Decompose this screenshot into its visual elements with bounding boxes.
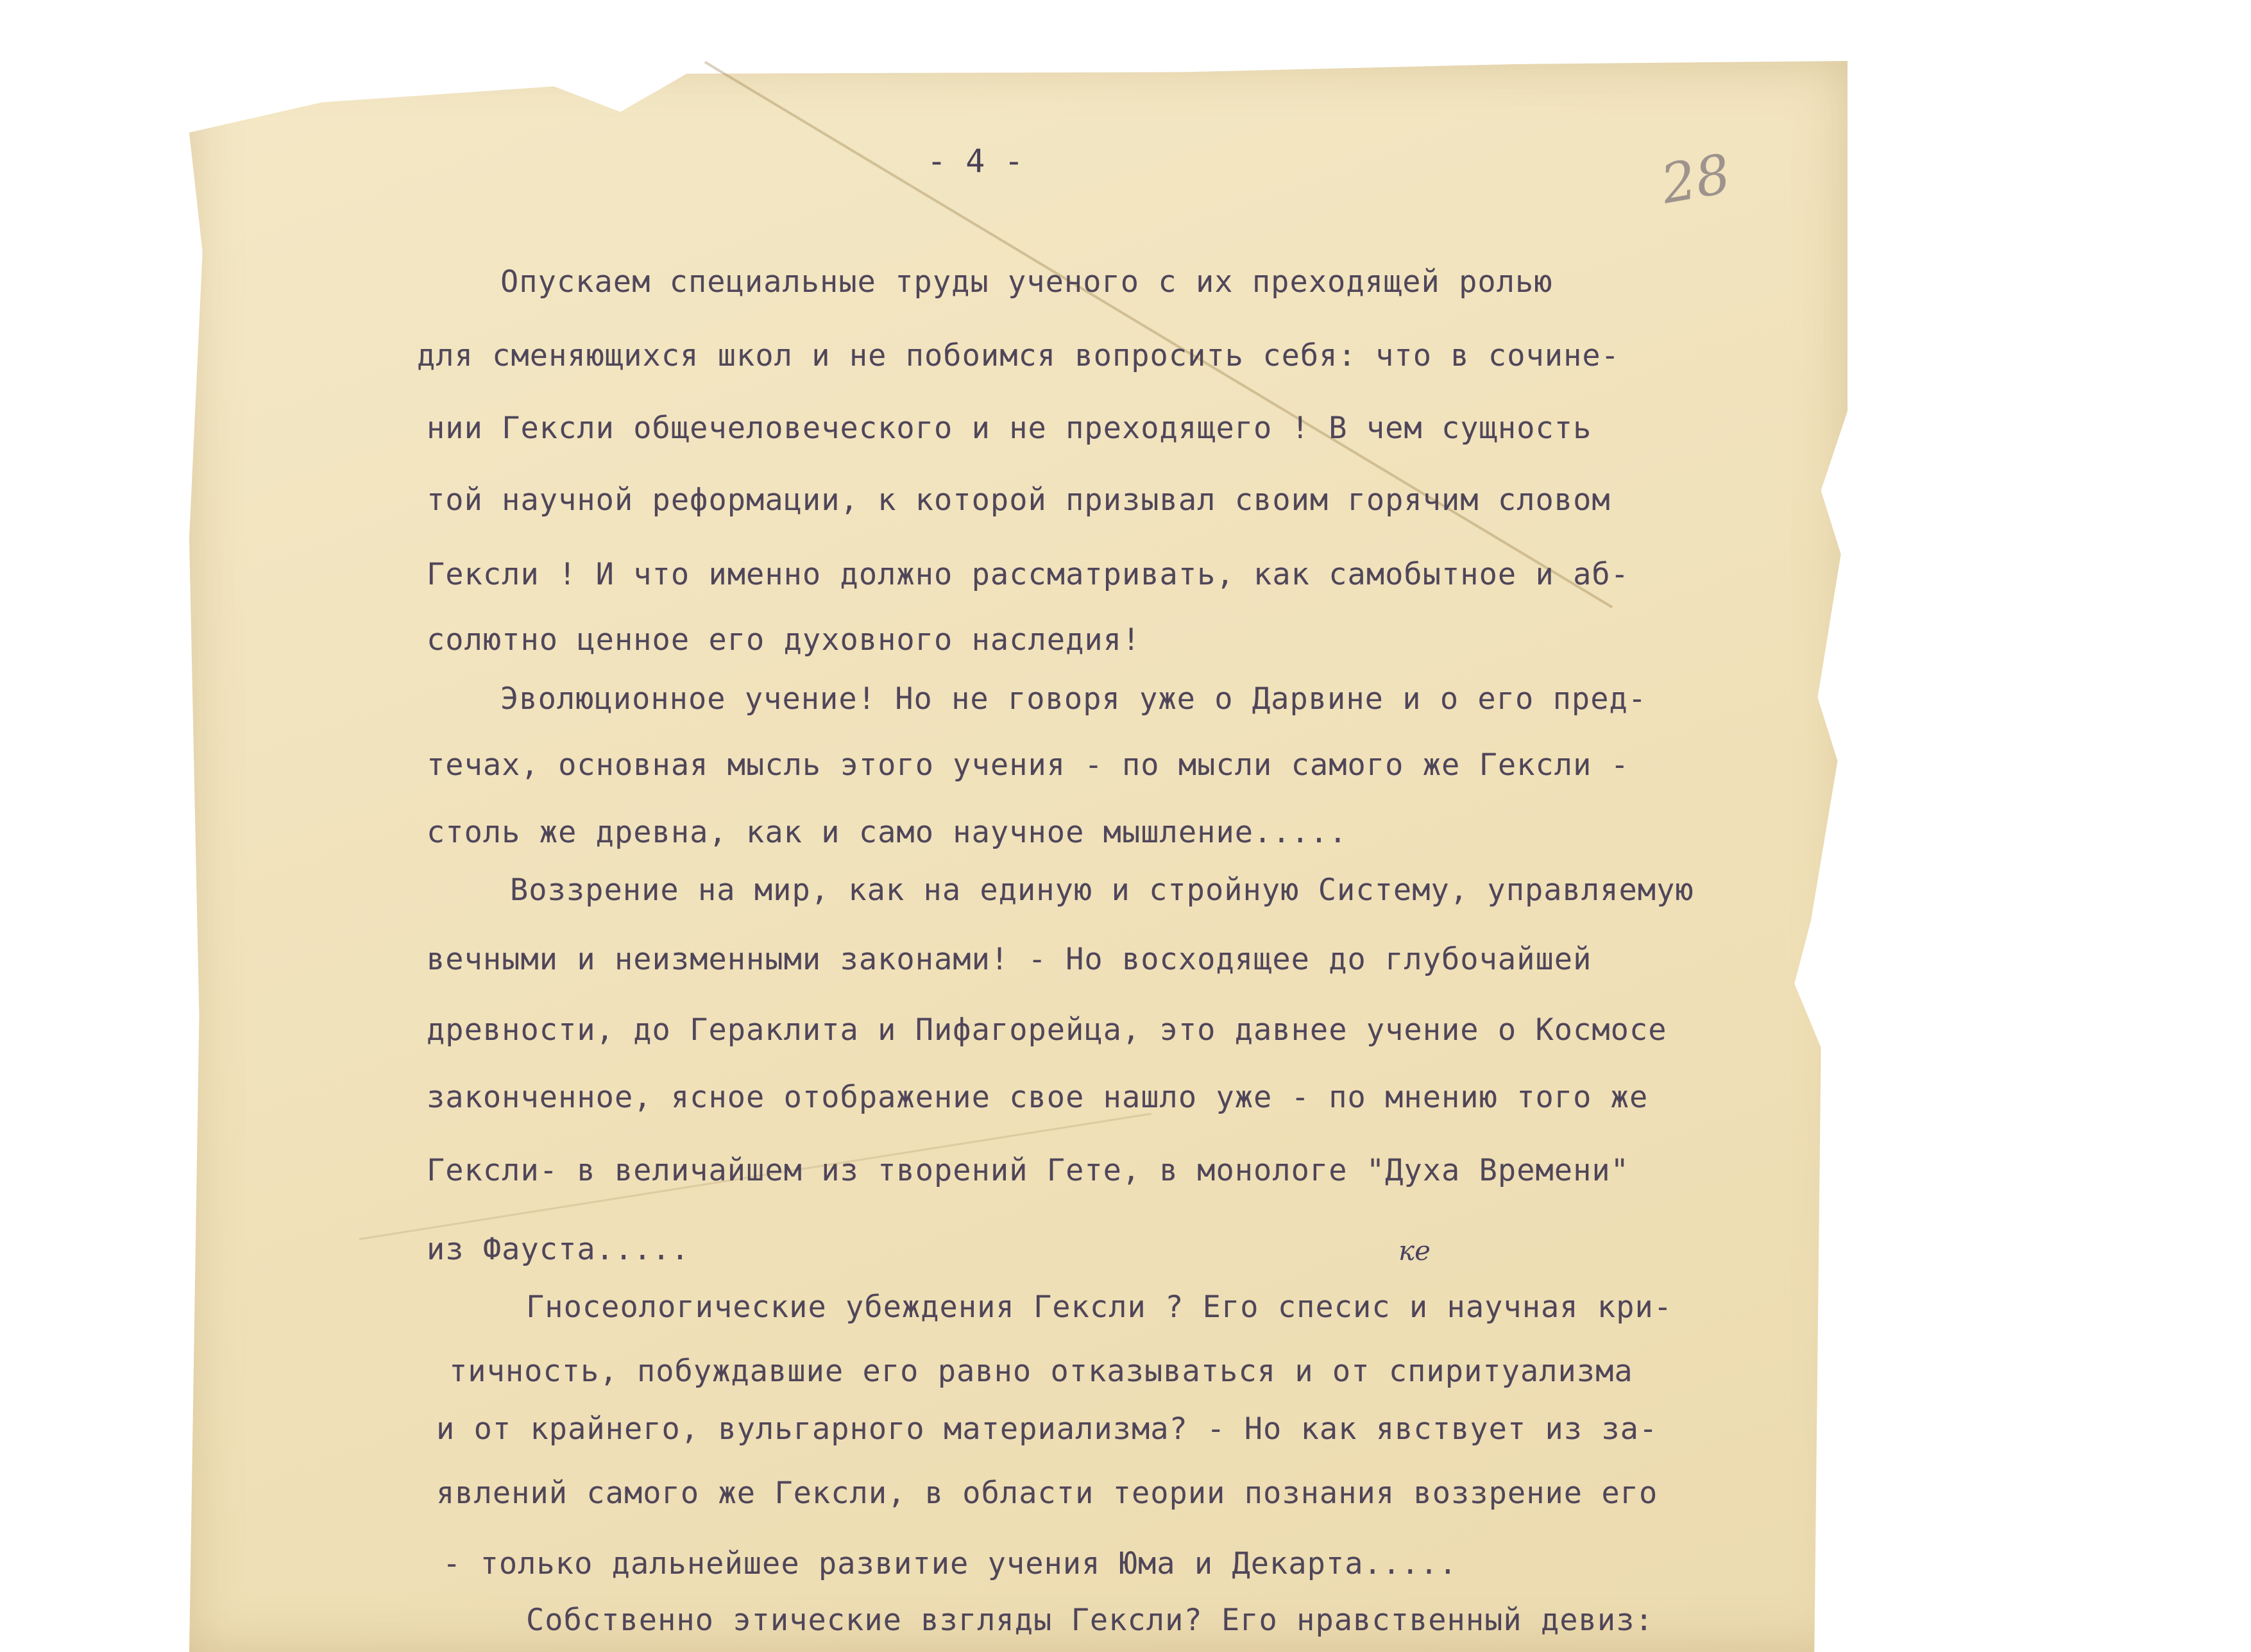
page-number: - 4 - <box>927 142 1024 180</box>
text-line: - только дальнейшее развитие учения Юма и Декарта..... <box>443 1546 1458 1581</box>
text-line: Гексли ! И что именно должно рассматривать, как самобытное и аб- <box>427 557 1629 592</box>
text-line: законченное, ясное отображение свое нашло уже - по мнению того же <box>427 1080 1649 1115</box>
text-line: явлений самого же Гексли, в области теории познания воззрение его <box>436 1476 1658 1511</box>
handwritten-folio-number: 28 <box>1656 142 1735 216</box>
text-line: Гексли- в величайшем из творений Гете, в монологе "Духа Времени" <box>427 1153 1629 1188</box>
text-line: и от крайнего, вульгарного материализма? - Но как явствует из за- <box>436 1411 1658 1447</box>
text-line: вечными и неизменными законами! - Но восходящее до глубочайшей <box>427 942 1592 977</box>
handwritten-correction: ке <box>1398 1235 1431 1266</box>
text-line: течах, основная мысль этого учения - по мысли самого же Гексли - <box>427 747 1629 783</box>
text-line: той научной реформации, к которой призывал своим горячим словом <box>427 482 1611 518</box>
text-line: для сменяющихся школ и не побоимся вопросить себя: что в сочине- <box>417 338 1620 373</box>
text-line: Гносеологические убеждения Гексли ? Его спесис и научная кри- <box>526 1290 1673 1325</box>
text-line: из Фауста..... <box>427 1232 690 1267</box>
text-line: столь же древна, как и само научное мышление..... <box>427 815 1348 850</box>
text-line: тичность, побуждавшие его равно отказываться и от спиритуализма <box>449 1354 1633 1389</box>
text-line: древности, до Гераклита и Пифагорейца, это давнее учение о Космосе <box>427 1012 1667 1048</box>
text-line: солютно ценное его духовного наследия! <box>427 622 1141 658</box>
text-line: Собственно этические взгляды Гексли? Его нравственный девиз: <box>526 1603 1654 1638</box>
text-line: нии Гексли общечеловеческого и не преходящего ! В чем сущность <box>427 411 1592 446</box>
text-line: Эволюционное учение! Но не говоря уже о Дарвине и о его пред- <box>500 681 1647 717</box>
text-line: Опускаем специальные труды ученого с их преходящей ролью <box>500 264 1553 300</box>
text-line: Воззрение на мир, как на единую и стройную Систему, управляемую <box>510 873 1694 908</box>
